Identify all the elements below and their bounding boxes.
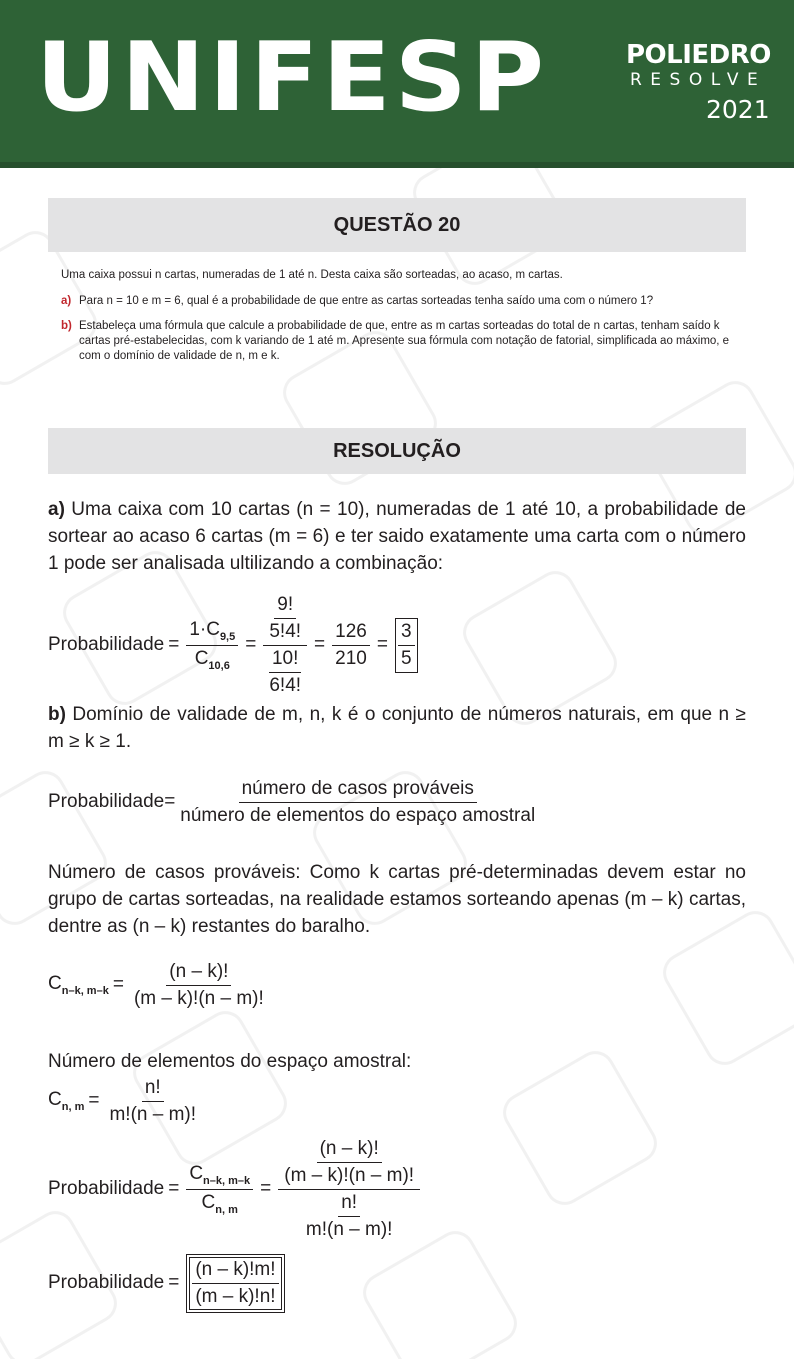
numerator: C bbox=[189, 1162, 204, 1184]
equation-casos bbox=[48, 955, 270, 1015]
equation-combined bbox=[48, 1134, 423, 1244]
equals-sign: = bbox=[376, 634, 388, 655]
inner-fraction bbox=[281, 1138, 417, 1187]
fraction-numeric bbox=[332, 621, 370, 670]
fraction-ratio-combinations bbox=[186, 1163, 253, 1216]
publisher-subtitle: RESOLVE bbox=[630, 70, 767, 90]
fraction-espaco bbox=[106, 1077, 199, 1126]
subscript: n, m bbox=[61, 1101, 85, 1113]
denominator: 6!4! bbox=[269, 674, 302, 696]
resolution-title-bar bbox=[48, 428, 746, 474]
espaco-amostral-text: Número de elementos do espaço amostral: bbox=[48, 1051, 412, 1072]
combination-symbol bbox=[48, 1089, 84, 1113]
question-item-a bbox=[61, 294, 741, 309]
equals-sign: = bbox=[88, 1090, 100, 1111]
subscript: 9,5 bbox=[219, 630, 236, 643]
lhs: C bbox=[48, 1089, 62, 1110]
numerator: n! bbox=[142, 1077, 164, 1102]
fraction-factorials bbox=[263, 594, 307, 697]
numerator: 3 bbox=[398, 621, 415, 646]
denominator: (m – k)!n! bbox=[195, 1285, 276, 1307]
answer-fraction bbox=[398, 621, 415, 670]
numerator: (n – k)! bbox=[166, 961, 231, 986]
inner-fraction bbox=[303, 1192, 396, 1241]
prob-label: Probabilidade bbox=[48, 1178, 165, 1199]
denominator: 5 bbox=[400, 647, 412, 669]
final-fraction bbox=[192, 1259, 278, 1308]
numerator: (n – k)!m! bbox=[192, 1259, 278, 1284]
equals-sign: = bbox=[245, 634, 257, 655]
page-header bbox=[0, 0, 794, 168]
item-text: Para n = 10 e m = 6, qual é a probabilidade de que entre as cartas sorteadas tenha saído uma com o número 1? bbox=[79, 295, 654, 307]
inner-fraction bbox=[266, 648, 304, 697]
denominator: número de elementos do espaço amostral bbox=[180, 804, 536, 826]
question-item-b bbox=[61, 319, 741, 364]
numerator: n! bbox=[338, 1192, 360, 1217]
inner-fraction bbox=[266, 594, 304, 643]
exam-year: 2021 bbox=[706, 95, 770, 124]
combination-symbol bbox=[48, 973, 109, 997]
fraction-definition bbox=[177, 778, 538, 827]
numerator: 10! bbox=[269, 648, 301, 673]
numerator: 9! bbox=[274, 594, 296, 619]
numerator: (n – k)! bbox=[317, 1138, 382, 1163]
question-intro: Uma caixa possui n cartas, numeradas de 1 até n. Desta caixa são sorteadas, ao acaso, m cartas. bbox=[61, 269, 563, 281]
resolution-b-text bbox=[48, 701, 746, 755]
denominator: m!(n – m)! bbox=[305, 1218, 393, 1240]
item-label: a) bbox=[61, 295, 72, 307]
equals-sign: = bbox=[260, 1178, 272, 1199]
exam-brand: UNIFESP bbox=[36, 21, 549, 133]
numerator: 126 bbox=[332, 621, 370, 646]
subscript: n–k, m–k bbox=[203, 1174, 251, 1187]
subscript: 10,6 bbox=[208, 659, 230, 672]
resolution-a-text bbox=[48, 496, 746, 577]
prob-label: Probabilidade bbox=[48, 634, 165, 655]
equals-sign: = bbox=[112, 974, 124, 995]
equals-sign: = bbox=[314, 634, 326, 655]
part-label: b) bbox=[48, 704, 66, 725]
subscript: n–k, m–k bbox=[61, 985, 109, 997]
fraction-combination bbox=[186, 619, 238, 672]
equation-final bbox=[48, 1252, 282, 1314]
part-a-body: Uma caixa com 10 cartas (n = 10), numeradas de 1 até 10, a probabilidade de sortear ao acaso 6 cartas (m = 6) e ter saido exatamente uma carta com o número 1 pode ser analisada ultilizando a combinação: bbox=[48, 499, 746, 574]
equation-a bbox=[48, 594, 418, 696]
resolution-title: RESOLUÇÃO bbox=[333, 439, 461, 462]
equals-sign: = bbox=[168, 1178, 180, 1199]
question-title: QUESTÃO 20 bbox=[333, 213, 461, 236]
answer-box bbox=[395, 618, 418, 673]
lhs: C bbox=[48, 973, 62, 994]
denominator: (m – k)!(n – m)! bbox=[133, 987, 264, 1009]
final-answer-box bbox=[189, 1257, 281, 1310]
header-stripe bbox=[0, 162, 794, 168]
publisher-name: POLIEDRO bbox=[626, 40, 771, 70]
question-title-bar bbox=[48, 198, 746, 252]
subscript: n, m bbox=[215, 1203, 238, 1216]
fraction-expanded bbox=[278, 1138, 420, 1241]
item-text: Estabeleça uma fórmula que calcule a probabilidade de que, entre as m cartas sorteadas do total de n cartas, tenham saído k cartas pré-estabelecidas, com k variando de 1 até m. Apresente sua fórmula com notação de fatorial, simplificada ao máximo, e com o domínio de validade de n, m e k. bbox=[79, 320, 730, 362]
equals-sign: = bbox=[168, 634, 180, 655]
prob-label: Probabilidade bbox=[48, 1272, 165, 1293]
denominator: m!(n – m)! bbox=[109, 1103, 197, 1125]
denominator: (m – k)!(n – m)! bbox=[284, 1164, 415, 1186]
prob-label: Probabilidade= bbox=[48, 791, 176, 812]
denominator: C bbox=[194, 647, 209, 669]
denominator: 5!4! bbox=[269, 620, 302, 642]
numerator: número de casos prováveis bbox=[239, 778, 477, 803]
part-b-body: Domínio de validade de m, n, k é o conjunto de números naturais, em que n ≥ m ≥ k ≥ 1. bbox=[48, 704, 746, 752]
numerator: 1·C bbox=[189, 618, 220, 640]
fraction-casos bbox=[131, 961, 267, 1010]
denominator: 210 bbox=[335, 647, 367, 669]
equation-probability-definition bbox=[48, 776, 541, 828]
part-label: a) bbox=[48, 499, 65, 520]
equation-espaco bbox=[48, 1072, 202, 1130]
casos-provaveis-text: Número de casos prováveis: Como k cartas pré-determinadas devem estar no grupo de cartas sorteadas, na realidade estamos sorteando apenas (m – k) cartas, dentre as (n – k) restantes do baralho. bbox=[48, 862, 746, 937]
equals-sign: = bbox=[168, 1272, 180, 1293]
item-label: b) bbox=[61, 320, 72, 332]
denominator: C bbox=[201, 1191, 216, 1213]
